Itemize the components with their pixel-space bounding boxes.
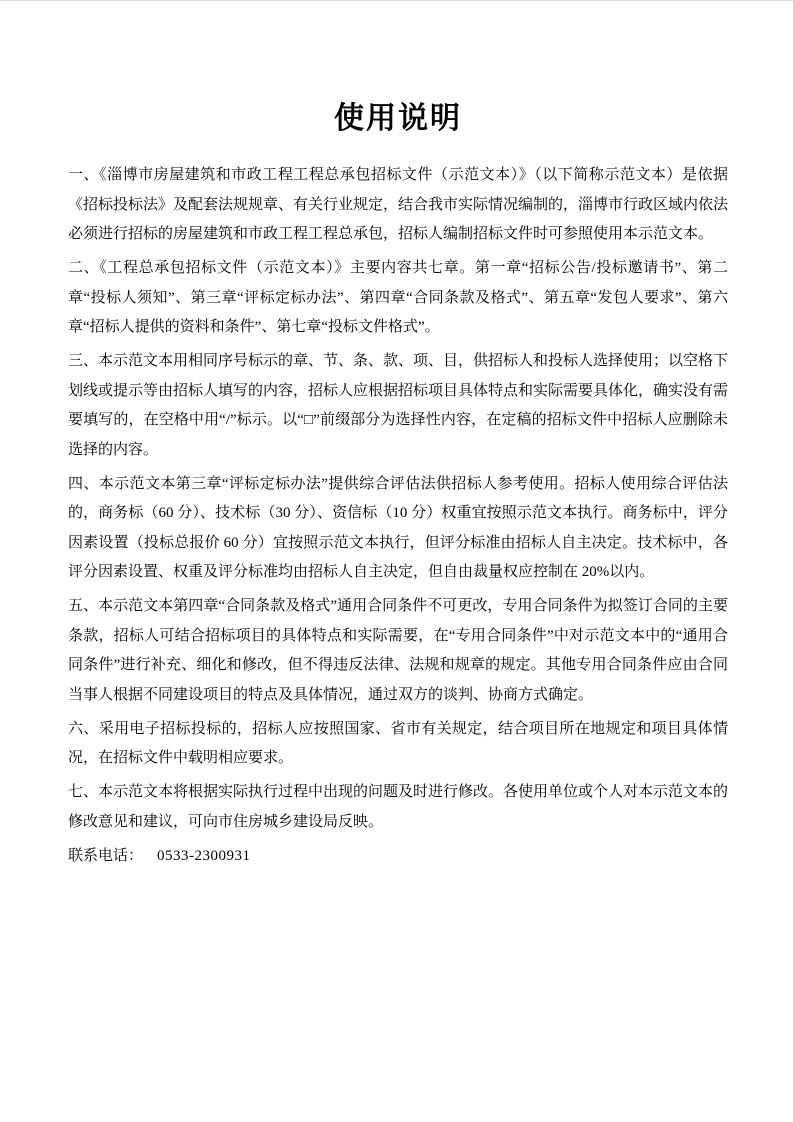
contact-phone: 0533-2300931 — [157, 847, 251, 864]
paragraph-5: 五、本示范文本第四章“合同条款及格式”通用合同条件不可更改，专用合同条件为拟签订合同的主要条款，招标人可结合招标项目的具体特点和实际需要，在“专用合同条件”中对示范文本中的“通用合同条件”进行补充、细化和修改，但不得违反法律、法规和规章的规定。其他专用合同条件应由合同当事人根据不同建设项目的特点及具体情况，通过双方的谈判、协商方式确定。 — [68, 598, 728, 703]
document-content — [68, 1, 728, 876]
document-title: 使用说明 — [334, 102, 462, 135]
contact-line — [68, 842, 728, 872]
paragraph-6: 六、采用电子招标投标的，招标人应按照国家、省市有关规定，结合项目所在地规定和项目具体情况，在招标文件中载明相应要求。 — [68, 720, 728, 766]
paragraph-7: 七、本示范文本将根据实际执行过程中出现的问题及时进行修改。各使用单位或个人对本示范文本的修改意见和建议，可向市住房城乡建设局反映。 — [68, 784, 729, 830]
paragraph-2: 二、《工程总承包招标文件（示范文本）》主要内容共七章。第一章“招标公告/投标邀请书”、第二章“投标人须知”、第三章“评标定标办法”、第四章“合同条款及格式”、第五章“发包人要求”、第六章“招标人提供的资料和条件”、第七章“投标文件格式”。 — [68, 260, 728, 335]
paragraph-4: 四、本示范文本第三章“评标定标办法”提供综合评估法供招标人参考使用。招标人使用综合评估法的，商务标（60 分）、技术标（30 分）、资信标（10 分）权重宜按照示范文本执行。商务标中，评分因素设置（投标总报价 60 分）宜按照示范文本执行，但评分标准由招标人自主决定。技术标中，各评分因素设置、权重及评分标准均由招标人自主决定，但自由裁量权应控制在 20%以内。 — [68, 475, 728, 580]
paragraph-1: 一、《淄博市房屋建筑和市政工程工程总承包招标文件（示范文本）》（以下简称示范文本）是依据《招标投标法》及配套法规规章、有关行业规定，结合我市实际情况编制的，淄博市行政区域内依法必须进行招标的房屋建筑和市政工程工程总承包，招标人编制招标文件时可参照使用本示范文本。 — [68, 167, 729, 242]
contact-label: 联系电话： — [68, 847, 144, 864]
paragraph-3: 三、本示范文本用相同序号标示的章、节、条、款、项、目，供招标人和投标人选择使用；以空格下划线或提示等由招标人填写的内容，招标人应根据招标项目具体特点和实际需要具体化，确实没有需要填写的，在空格中用“/”标示。以“□”前缀部分为选择性内容，在定稿的招标文件中招标人应删除未选择的内容。 — [68, 353, 729, 458]
